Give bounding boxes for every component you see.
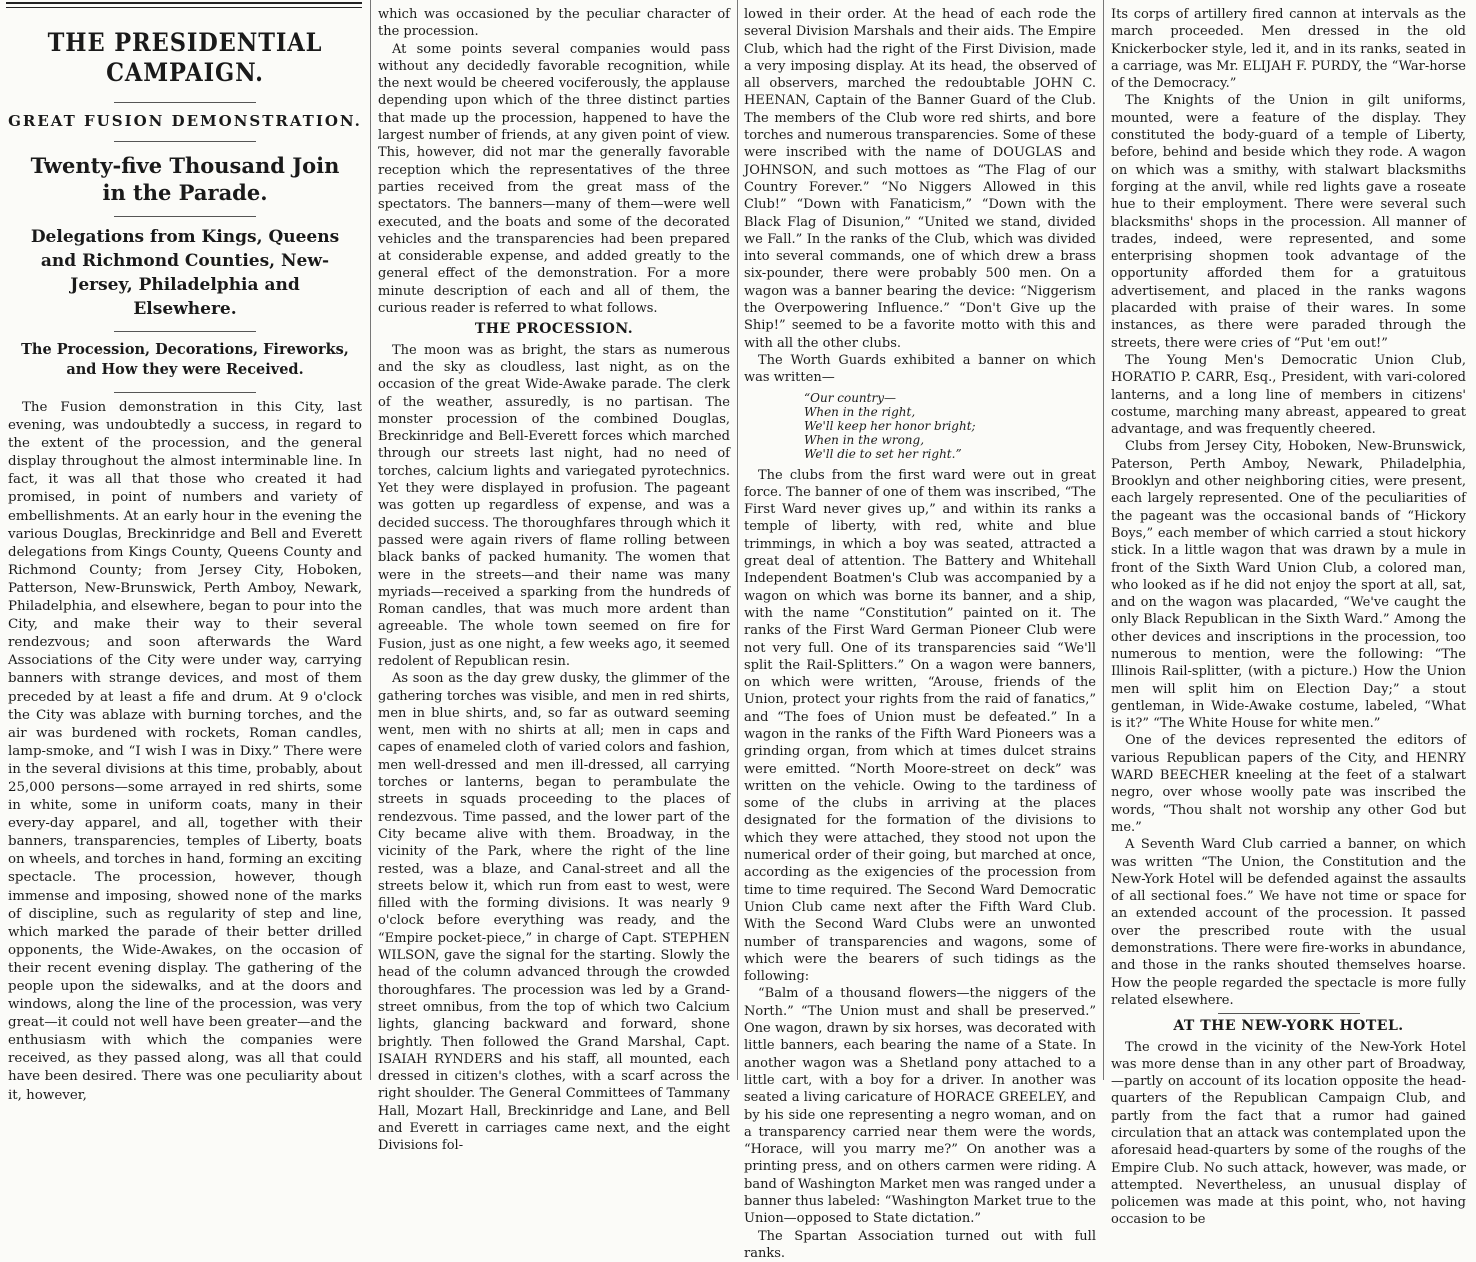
column-4 [1111, 6, 1466, 1228]
headline-delegations: Delegations from Kings, Queens and Richmond Counties, New-Jersey, Philadelphia and Elsewhere. [30, 227, 340, 319]
poem-line: When in the right, [804, 404, 916, 419]
poem-line: We'll keep her honor bright; [804, 418, 976, 433]
paragraph: The clubs from the first ward were out in great force. The banner of one of them was inscribed, “The First Ward never gives up,” and within its ranks a temple of liberty, with red, white and blue trimmings, in which a boy was seated, attracted a great deal of attention. The Battery and Whitehall Independent Boatmen's Club was accompanied by a wagon on which was borne its banner, and a ship, with the name “Constitution” painted on it. The ranks of the First Ward German Pioneer Club were not very full. One of its transparencies said “We'll split the Rail-Splitters.” On a wagon were banners, on which were written, “Arouse, friends of the Union, protect your rights from the raid of fanatics,” and “The foes of Union must be defeated.” In a wagon in the ranks of the Fifth Ward Pioneers was a grinding organ, from which at times dulcet strains were emitted. “North Moore-street on deck” was written on the vehicle. Owing to the tardiness of some of the clubs in arriving at the places designated for the formation of the divisions to which they were attached, they stood not upon the numerical order of their going, but marched at once, according as the exigencies of the procession from time to time required. The Second Ward Democratic Union Club came next after the Fifth Ward Club. With the Second Ward Clubs were an unwonted number of transparencies and wagons, some of which were the bearers of such tidings as the following: [744, 467, 1096, 985]
paragraph: Clubs from Jersey City, Hoboken, New-Brunswick, Paterson, Perth Amboy, Newark, Philadelphia, Brooklyn and other neighboring cities, were present, each largely represented. One of the peculiarities of the pageant was the occasional bands of “Hickory Boys,” each member of which carried a stout hickory stick. In a little wagon that was drawn by a mule in front of the Sixth Ward Union Club, a colored man, who looked as if he did not enjoy the sport at all, sat, and on the wagon was placarded, “We've caught the only Black Republican in the Sixth Ward.” Among the other devices and inscriptions in the procession, too numerous to mention, were the following: “The Illinois Rail-splitter, (with a picture.) How the Union men will split him on Election Day;” a stout gentleman, in Wide-Awake costume, labeled, “What is it?” “The White House for white men.” [1111, 439, 1466, 732]
paragraph: At some points several companies would pass without any decidedly favorable recognition, while the next would be cheered vociferously, the applause depending upon which of the three distinct parties that made up the procession, happened to have the largest number of friends, at any given point of view. This, however, did not mar the generally favorable reception which the representatives of the three parties received from the great mass of the spectators. The banners—many of them—were well executed, and the boats and some of the decorated vehicles and the transparencies had been prepared at considerable expense, and added greatly to the general effect of the demonstration. For a more minute description of each and all of them, the curious reader is referred to what follows. [378, 41, 730, 317]
column-rule [370, 0, 371, 1080]
subhead-procession: THE PROCESSION. [474, 321, 634, 338]
paragraph: As soon as the day grew dusky, the glimmer of the gathering torches was visible, and men in red shirts, men in blue shirts, and, so far as outward seeming went, men with no shirts at all; men in caps and capes of enameled cloth of varied colors and fashion, men well-dressed and men ill-dressed, all carrying torches or lanterns, began to perambulate the streets in squads proceeding to the places of rendezvous. Time passed, and the lower part of the City became alive with them. Broadway, in the vicinity of the Park, where the right of the line rested, was a blaze, and Canal-street and all the streets below it, which run from east to west, were filled with the forming divisions. It was nearly 9 o'clock before everything was ready, and the “Empire pocket-piece,” in charge of Capt. STEPHEN WILSON, gave the signal for the starting. Slowly the head of the column advanced through the crowded thoroughfares. The procession was led by a Grand-street omnibus, from the top of which two Calcium lights, glancing backward and forward, shone brightly. Then followed the Grand Marshal, Capt. ISAIAH RYNDERS and his staff, all mounted, each dressed in citizen's clothes, with a scarf across the right shoulder. The General Committees of Tammany Hall, Mozart Hall, Breckinridge and Lane, and Bell and Everett in carriages came next, and the eight Divisions fol- [378, 671, 730, 1154]
paragraph: “Balm of a thousand flowers—the niggers of the North.” “The Union must and shall be preserved.” One wagon, drawn by six horses, was decorated with little banners, each bearing the name of a State. In another wagon was a Shetland pony attached to a little cart, with a boy for a driver. In another was seated a living caricature of HORACE GREELEY, and by his side one representing a negro woman, and on a transparency carried near them were the words, “Horace, will you marry me?” On another was a printing press, and on others carmen were riding. A band of Washington Market men was ranged under a banner thus labeled: “Washington Market true to the Union—opposed to State dictation.” [744, 986, 1096, 1227]
paragraph: The Fusion demonstration in this City, last evening, was undoubtedly a success, in regard to the extent of the procession, and the general display throughout the almost interminable line. In fact, it was all that those who created it had promised, in point of numbers and variety of embellishments. At an early hour in the evening the various Douglas, Breckinridge and Bell and Everett delegations from Kings County, Queens County and Richmond County; from Jersey City, Hoboken, Patterson, New-Brunswick, Perth Amboy, Newark, Philadelphia, and elsewhere, began to pour into the City, and make their way to their several rendezvous; and soon afterwards the Ward Associations of the City were under way, carrying banners with strange devices, and most of them preceded by at least a fife and drum. At 9 o'clock the City was ablaze with burning torches, and the air was burdened with rockets, Roman candles, lamp-smoke, and “I wish I was in Dixy.” There were in the several divisions at this time, probably, about 25,000 persons—some arrayed in red shirts, some in white, some in uniform coats, many in their every-day apparel, and all, together with their banners, transparencies, temples of Liberty, boats on wheels, and torches in hand, forming an exciting spectacle. The procession, however, though immense and imposing, showed none of the marks of discipline, such as regularity of step and line, which marked the parade of their better drilled opponents, the Wide-Awakes, on the occasion of their recent evening display. The gathering of the people upon the sidewalks, and at the doors and windows, along the line of the procession, was very great—it could not well have been greater—and the enthusiasm with which the companies were received, as they passed along, was all that could have been desired. There was one peculiarity about it, however, [8, 400, 362, 1103]
separator [114, 392, 256, 393]
column-3 [744, 6, 1096, 1261]
headline-main: THE PRESIDENTIAL CAMPAIGN. [47, 28, 323, 87]
paragraph: The Worth Guards exhibited a banner on which was written— [744, 352, 1096, 386]
separator [114, 216, 256, 217]
headline-procession: The Procession, Decorations, Fireworks, and How they were Received. [21, 341, 349, 378]
paragraph: which was occasioned by the peculiar character of the procession. [378, 7, 730, 40]
separator [114, 141, 256, 142]
paragraph: The moon was as bright, the stars as numerous and the sky as cloudless, last night, as on the occasion of the great Wide-Awake parade. The clerk of the weather, assuredly, is no partisan. The monster procession of the combined Douglas, Breckinridge and Bell-Everett forces which marched through our streets last night, had no need of torches, calcium lights and variegated pyrotechnics. Yet they were displayed in profusion. The pageant was gotten up regardless of expense, and was a decided success. The thoroughfares through which it passed were again rivers of flame rolling between black banks of packed humanity. The women that were in the streets—and their name was many myriads—received a sparking from the hundreds of Roman candles, that was much more ardent than agreeable. The whole town seemed on fire for Fusion, just as one night, a few weeks ago, it seemed redolent of Republican resin. [378, 342, 730, 669]
paragraph: The crowd in the vicinity of the New-York Hotel was more dense than in any other part of Broadway,—partly on account of its location opposite the head-quarters of the Republican Campaign Club, and partly from the fact that a rumor had gained circulation that an attack was contemplated upon the aforesaid head-quarters by some of the roughs of the Empire Club. No such attack, however, was made, or attempted. Nevertheless, an unusual display of policemen was made at this point, who, not having occasion to be [1111, 1039, 1466, 1228]
column-rule [737, 0, 738, 1080]
column-rule [1103, 0, 1104, 1080]
paragraph: One of the devices represented the editors of various Republican papers of the City, and HENRY WARD BEECHER kneeling at the feet of a stalwart negro, over whose woolly pate was inscribed the words, “Thou shalt not worship any other God but me.” [1111, 733, 1466, 835]
column-1 [8, 6, 362, 1103]
poem-line: We'll die to set her right.” [804, 446, 962, 461]
paragraph: The Young Men's Democratic Union Club, HORATIO P. CARR, Esq., President, with vari-colored lanterns, and a long line of members in citizens' costume, marching many abreast, appeared to great advantage, and was frequently cheered. [1111, 352, 1466, 438]
paragraph: A Seventh Ward Club carried a banner, on which was written “The Union, the Constitution and the New-York Hotel will be defended against the assaults of all sectional foes.” We have not time or space for an extended account of the procession. It passed over the prescribed route with the usual demonstrations. There were fire-works in abundance, and those in the ranks shouted themselves hoarse. How the people regarded the spectacle is more fully related elsewhere. [1111, 837, 1466, 1008]
headline-fusion: GREAT FUSION DEMONSTRATION. [8, 112, 362, 130]
headline-parade: Twenty-five Thousand Join in the Parade. [30, 153, 340, 205]
paragraph: Its corps of artillery fired cannon at intervals as the march proceeded. Men dressed in the old Knickerbocker style, led it, and in its ranks, seated in a carriage, was Mr. ELIJAH F. PURDY, the “War-horse of the Democracy.” [1111, 7, 1466, 92]
separator [1218, 1013, 1360, 1014]
poem-line: “Our country— [804, 390, 896, 405]
column-2 [378, 6, 730, 1154]
separator [114, 331, 256, 332]
subhead-hotel: AT THE NEW-YORK HOTEL. [1173, 1018, 1404, 1035]
poem [804, 391, 1096, 461]
paragraph: The Knights of the Union in gilt uniforms, mounted, were a feature of the display. They constituted the body-guard of a temple of Liberty, before, behind and beside which they rode. A wagon on which was a smithy, with stalwart blacksmiths forging at the anvil, while red lights gave a roseate hue to their employment. There were several such blacksmiths' shops in the procession. All manner of trades, indeed, were represented, and some enterprising shopmen took advantage of the opportunity afforded them for a gratuitous advertisement, and placed in the ranks wagons placarded with praise of their wares. In some instances, as there were paraded through the streets, there were cries of “Put 'em out!” [1111, 93, 1466, 351]
separator [114, 102, 256, 103]
poem-line: When in the wrong, [804, 432, 925, 447]
paragraph: The Spartan Association turned out with full ranks. [744, 1228, 1096, 1261]
paragraph: lowed in their order. At the head of each rode the several Division Marshals and their aids. The Empire Club, which had the right of the First Division, made a very imposing display. At its head, the observed of all observers, marched the redoubtable JOHN C. HEENAN, Captain of the Banner Guard of the Club. The members of the Club wore red shirts, and bore torches and numerous transparencies. Some of these were inscribed with the name of DOUGLAS and JOHNSON, and such mottoes as “The Flag of our Country Forever.” “No Niggers Allowed in this Club!” “Down with Fanaticism,” “Down with the Black Flag of Disunion,” “United we stand, divided we Fall.” In the ranks of the Club, which was divided into several commands, one of which drew a brass six-pounder, there were probably 500 men. On a wagon was a banner bearing the device: “Niggerism the Overpowering Influence.” “Don't Give up the Ship!” seemed to be a favorite motto with this and with all the other clubs. [744, 7, 1096, 351]
